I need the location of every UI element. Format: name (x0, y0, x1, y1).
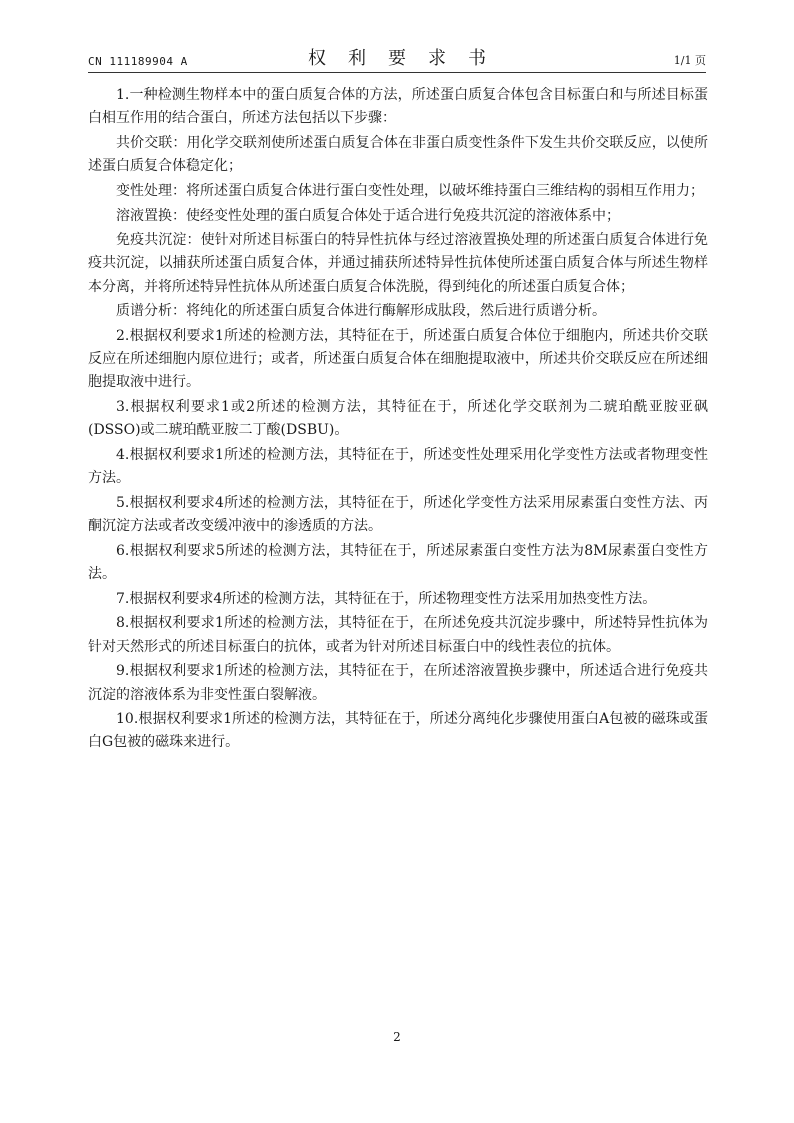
claim-paragraph: 变性处理：将所述蛋白质复合体进行蛋白变性处理，以破坏维持蛋白三维结构的弱相互作用力； (116, 182, 704, 199)
document-title: 权利要求书 (308, 48, 508, 69)
claim-paragraph: 1.一种检测生物样本中的蛋白质复合体的方法，所述蛋白质复合体包含目标蛋白和与所述目标蛋白相互作用的结合蛋白，所述方法包括以下步骤： (88, 87, 708, 127)
page-count: 1/1 页 (673, 54, 706, 67)
claim-paragraph: 6.根据权利要求5所述的检测方法，其特征在于，所述尿素蛋白变性方法为8M尿素蛋白变性方法。 (88, 542, 708, 583)
claim-paragraph: 8.根据权利要求1所述的检测方法，其特征在于，在所述免疫共沉淀步骤中，所述特异性抗体为针对天然形式的所述目标蛋白的抗体，或者为针对所述目标蛋白中的线性表位的抗体。 (88, 615, 708, 655)
claim-paragraph: 质谱分析：将纯化的所述蛋白质复合体进行酶解形成肽段，然后进行质谱分析。 (116, 303, 606, 320)
claim-paragraph: 5.根据权利要求4所述的检测方法，其特征在于，所述化学变性方法采用尿素蛋白变性方法、丙酮沉淀方法或者改变缓冲液中的渗透质的方法。 (88, 494, 708, 535)
claim-paragraph: 3.根据权利要求1或2所述的检测方法，其特征在于，所述化学交联剂为二琥珀酰亚胺亚砜(DSSO)或二琥珀酰亚胺二丁酸(DSBU)。 (88, 399, 708, 439)
claim-paragraph: 9.根据权利要求1所述的检测方法，其特征在于，在所述溶液置换步骤中，所述适合进行免疫共沉淀的溶液体系为非变性蛋白裂解液。 (88, 663, 708, 703)
claim-paragraph: 溶液置换：使经变性处理的蛋白质复合体处于适合进行免疫共沉淀的溶液体系中； (116, 207, 620, 224)
claim-paragraph: 4.根据权利要求1所述的检测方法，其特征在于，所述变性处理采用化学变性方法或者物理变性方法。 (88, 447, 708, 487)
page-header (88, 44, 706, 72)
claim-paragraph: 10.根据权利要求1所述的检测方法，其特征在于，所述分离纯化步骤使用蛋白A包被的磁珠或蛋白G包被的磁珠来进行。 (88, 711, 708, 751)
claim-paragraph: 2.根据权利要求1所述的检测方法，其特征在于，所述蛋白质复合体位于细胞内，所述共价交联反应在所述细胞内原位进行；或者，所述蛋白质复合体在细胞提取液中，所述共价交联反应在所述细胞提取液中进行。 (88, 328, 708, 391)
header-divider (88, 72, 706, 73)
claim-paragraph: 共价交联：用化学交联剂使所述蛋白质复合体在非蛋白质变性条件下发生共价交联反应，以使所述蛋白质复合体稳定化； (88, 134, 708, 175)
page-number: 2 (393, 1030, 401, 1044)
claim-paragraph: 7.根据权利要求4所述的检测方法，其特征在于，所述物理变性方法采用加热变性方法。 (116, 590, 657, 607)
publication-number: CN 111189904 A (88, 55, 188, 68)
claims-body (88, 84, 708, 756)
claim-paragraph: 免疫共沉淀：使针对所述目标蛋白的特异性抗体与经过溶液置换处理的所述蛋白质复合体进行免疫共沉淀，以捕获所述蛋白质复合体，并通过捕获所述特异性抗体使所述蛋白质复合体与所述生物样本分离，并将所述特异性抗体从所述蛋白质复合体洗脱，得到纯化的所述蛋白质复合体； (88, 232, 708, 295)
